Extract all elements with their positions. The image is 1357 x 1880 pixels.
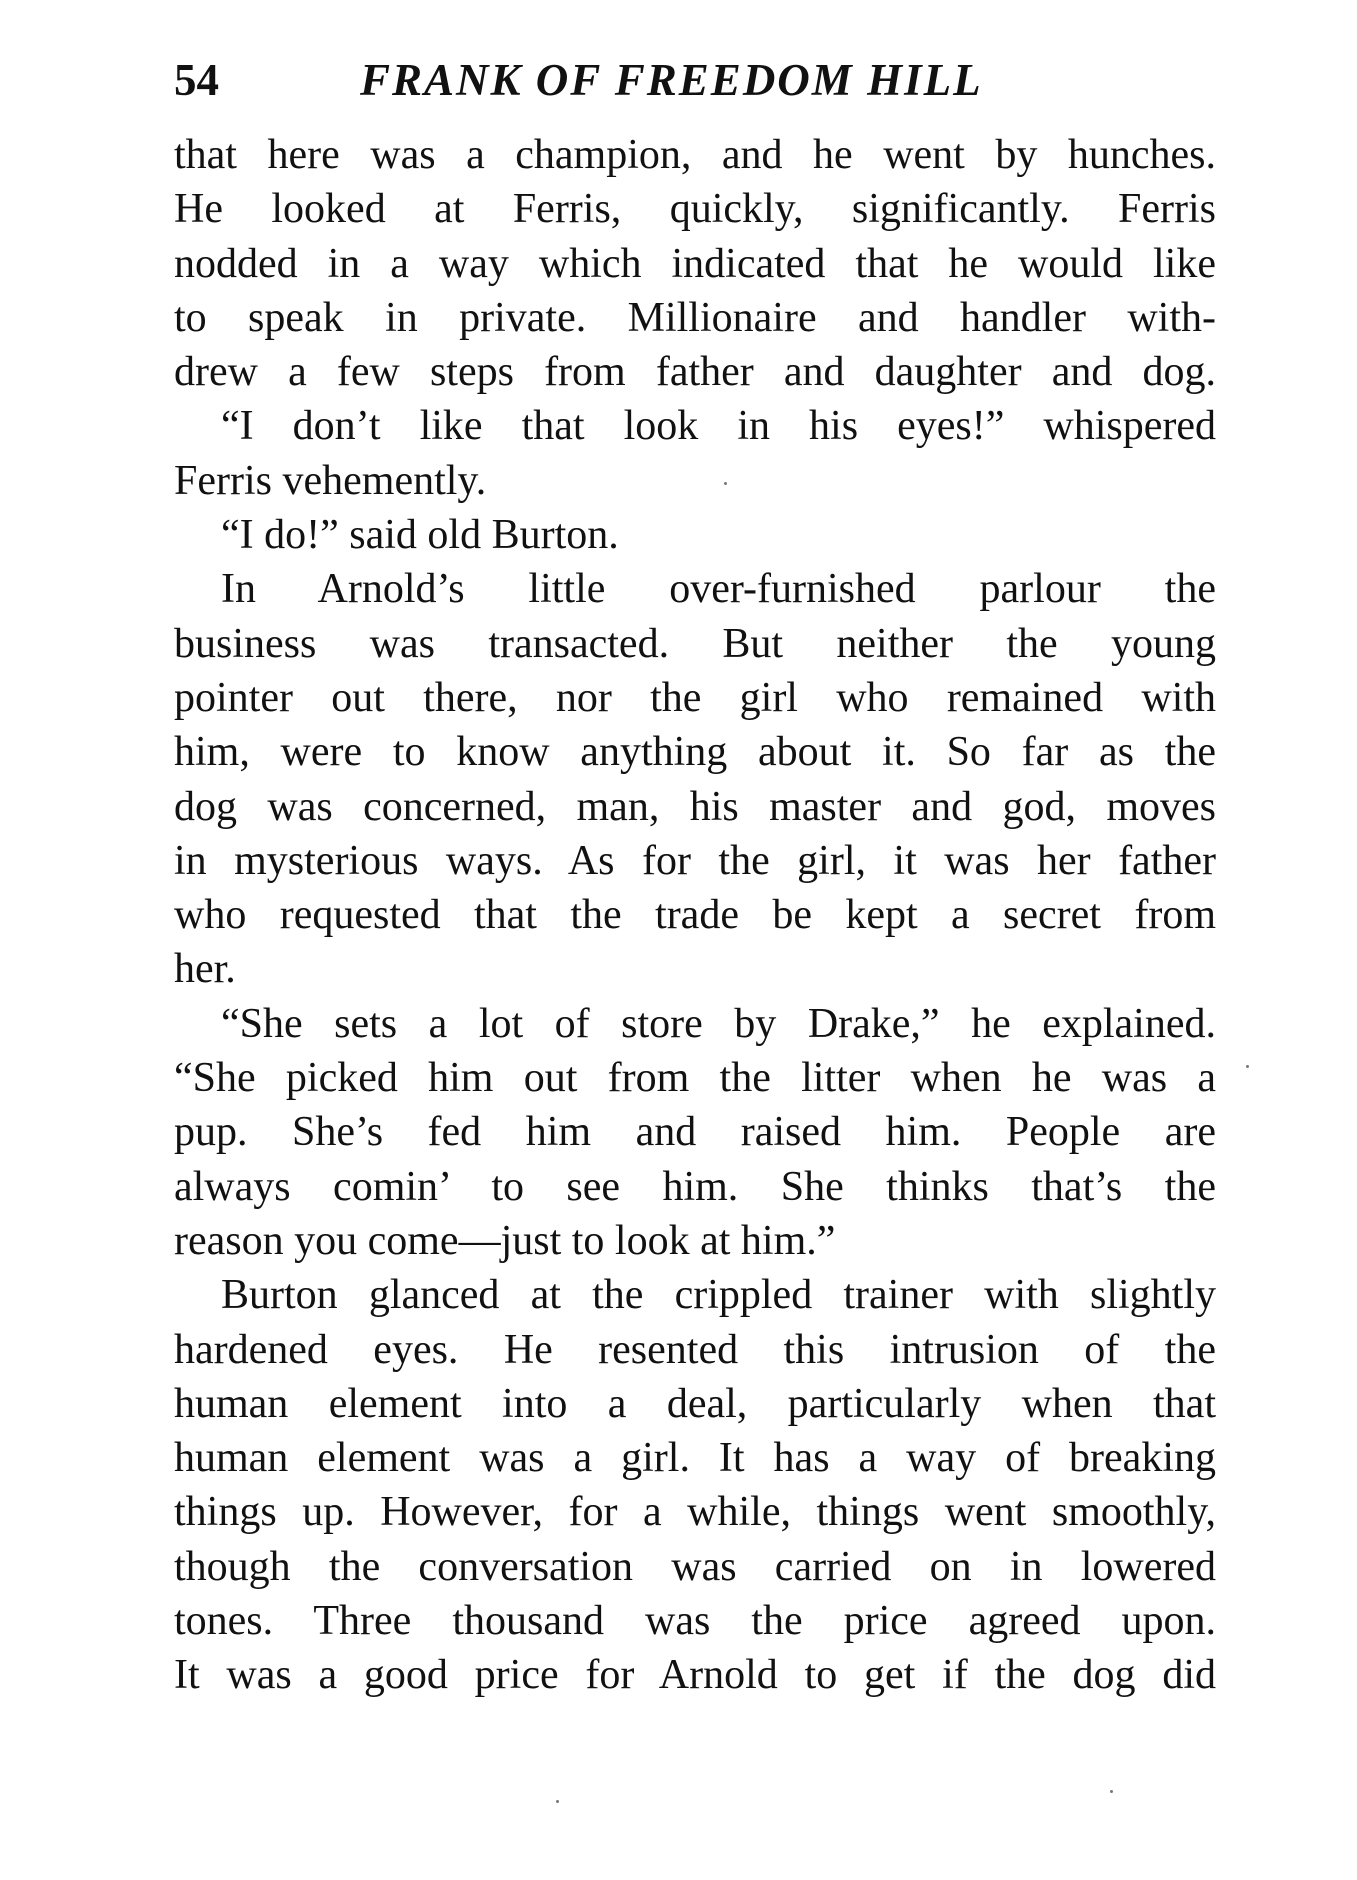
page-number: 54 xyxy=(174,55,219,105)
text-line: her. xyxy=(174,946,236,993)
text-line: human element was a girl. It has a way of breaking xyxy=(174,1435,1216,1482)
text-line: It was a good price for Arnold to get if the dog did xyxy=(174,1652,1216,1699)
text-line: pointer out there, nor the girl who remained with xyxy=(174,674,1216,721)
text-line: that here was a champion, and he went by hunches. xyxy=(174,132,1216,178)
text-line: drew a few steps from father and daughter and dog. xyxy=(174,349,1216,396)
text-line: Ferris vehemently. xyxy=(174,457,487,504)
text-line: him, were to know anything about it. So far as the xyxy=(174,729,1216,776)
text-line: to speak in private. Millionaire and handler with- xyxy=(174,294,1216,341)
text-line: though the conversation was carried on in lowered xyxy=(174,1543,1216,1590)
paper-speck xyxy=(724,482,727,485)
paper-speck xyxy=(1110,1790,1113,1793)
text-line: things up. However, for a while, things went smoothly, xyxy=(174,1489,1216,1536)
text-line: dog was concerned, man, his master and god, moves xyxy=(174,783,1216,830)
body-text xyxy=(174,128,1216,1703)
paper-speck xyxy=(556,1800,559,1803)
text-line: always comin’ to see him. She thinks that’s the xyxy=(174,1163,1216,1210)
text-line: “I don’t like that look in his eyes!” whispered xyxy=(221,403,1216,450)
text-line: in mysterious ways. As for the girl, it was her father xyxy=(174,837,1216,884)
text-line: hardened eyes. He resented this intrusion of the xyxy=(174,1326,1216,1373)
text-line: “I do!” said old Burton. xyxy=(221,512,619,559)
text-line: Burton glanced at the crippled trainer with slightly xyxy=(221,1272,1216,1319)
text-line: pup. She’s fed him and raised him. People are xyxy=(174,1109,1216,1156)
text-line: “She picked him out from the litter when he was a xyxy=(174,1055,1216,1102)
paper-speck xyxy=(1246,1065,1249,1068)
book-title: FRANK OF FREEDOM HILL xyxy=(360,55,983,105)
text-line: nodded in a way which indicated that he would like xyxy=(174,240,1216,287)
text-line: reason you come—just to look at him.” xyxy=(174,1217,836,1264)
text-line: tones. Three thousand was the price agreed upon. xyxy=(174,1598,1216,1645)
text-line: human element into a deal, particularly when that xyxy=(174,1380,1216,1427)
text-line: He looked at Ferris, quickly, significantly. Ferris xyxy=(174,186,1216,233)
text-line: “She sets a lot of store by Drake,” he explained. xyxy=(221,1000,1216,1047)
text-line: In Arnold’s little over-furnished parlour the xyxy=(221,566,1216,613)
text-line: who requested that the trade be kept a secret from xyxy=(174,892,1216,939)
running-head xyxy=(174,50,1234,110)
text-line: business was transacted. But neither the young xyxy=(174,620,1216,667)
